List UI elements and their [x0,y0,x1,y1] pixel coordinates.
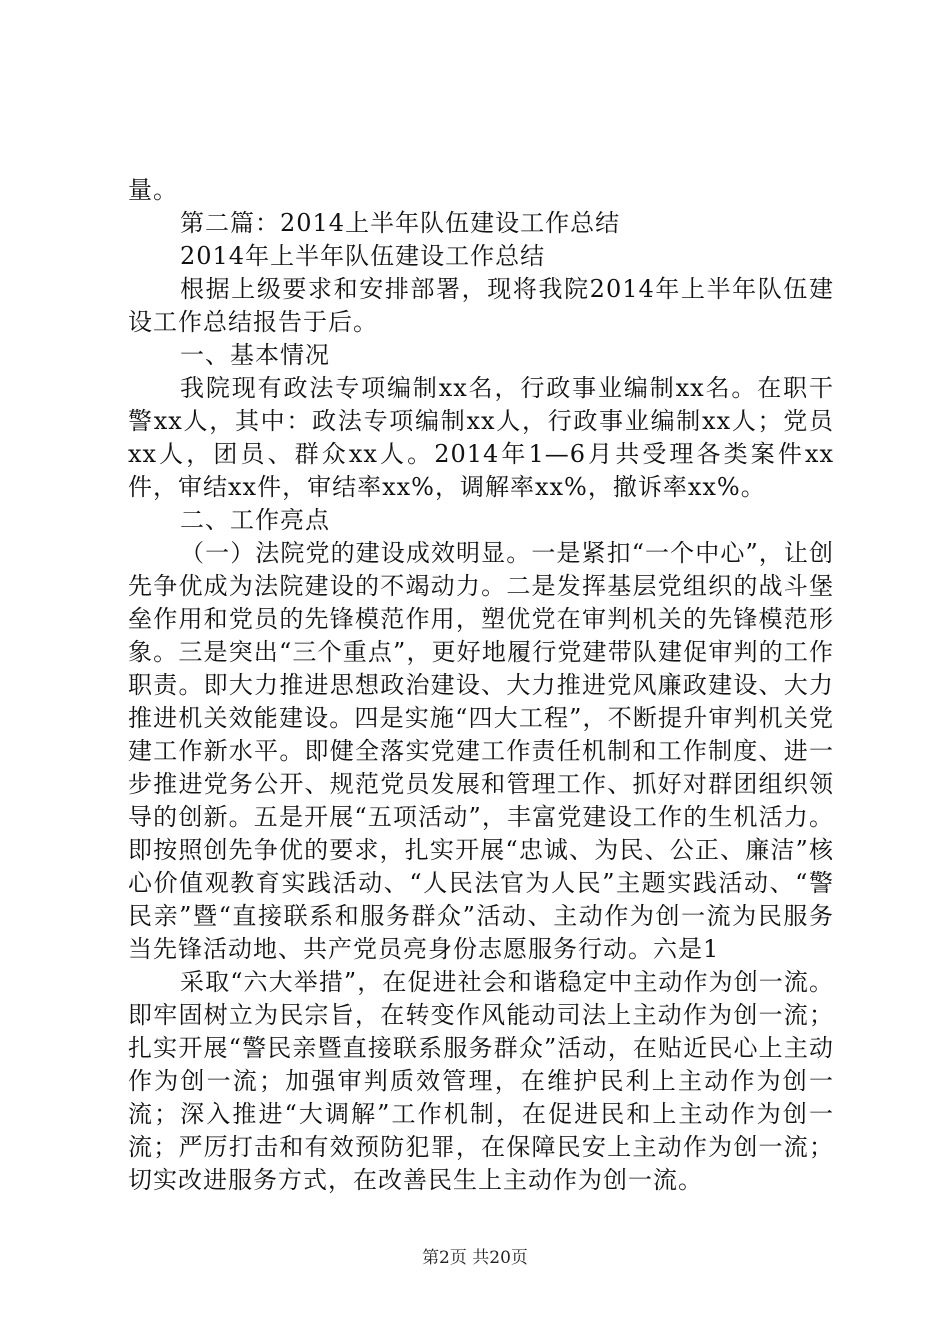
heading-work-highlights: 二、工作亮点 [180,506,330,534]
paragraph-basic-situation: 我院现有政法专项编制xx名，行政事业编制xx名。在职干警xx人，其中：政法专项编制xx人，行政事业编制xx人；党员xx人，团员、群众xx人。2014年1—6月共受理各类案件xx件，审结xx件，审结率xx%，调解率xx%，撤诉率xx%。 [128,374,834,501]
section-heading-part-two: 第二篇：2014上半年队伍建设工作总结 [180,209,621,237]
paragraph-intro: 根据上级要求和安排部署，现将我院2014年上半年队伍建设工作总结报告于后。 [128,275,834,336]
document-body [128,174,834,1197]
paragraph-six-measures: 采取“六大举措”，在促进社会和谐稳定中主动作为创一流。即牢固树立为民宗旨，在转变作风能动司法上主动作为创一流；扎实开展“警民亲暨直接联系服务群众”活动，在贴近民心上主动作为创一流；加强审判质效管理，在维护民利上主动作为创一流；深入推进“大调解”工作机制，在促进民和上主动作为创一流；严厉打击和有效预防犯罪，在保障民安上主动作为创一流；切实改进服务方式，在改善民生上主动作为创一流。 [128,968,834,1194]
page-number-footer: 第2页 共20页 [422,1248,528,1268]
paragraph-continuation: 量。 [128,176,178,204]
heading-basic-situation: 一、基本情况 [180,341,330,369]
paragraph-party-building: （一）法院党的建设成效明显。一是紧扣“一个中心”，让创先争优成为法院建设的不竭动力。二是发挥基层党组织的战斗堡垒作用和党员的先锋模范作用，塑优党在审判机关的先锋模范形象。三是突出“三个重点”，更好地履行党建带队建促审判的工作职责。即大力推进思想政治建设、大力推进党风廉政建设、大力推进机关效能建设。四是实施“四大工程”，不断提升审判机关党建工作新水平。即健全落实党建工作责任机制和工作制度、进一步推进党务公开、规范党员发展和管理工作、抓好对群团组织领导的创新。五是开展“五项活动”，丰富党建设工作的生机活力。即按照创先争优的要求，扎实开展“忠诚、为民、公正、廉洁”核心价值观教育实践活动、“人民法官为人民”主题实践活动、“警民亲”暨“直接联系和服务群众”活动、主动作为创一流为民服务当先锋活动地、共产党员亮身份志愿服务行动。六是1 [128,539,834,963]
document-title: 2014年上半年队伍建设工作总结 [180,242,546,270]
